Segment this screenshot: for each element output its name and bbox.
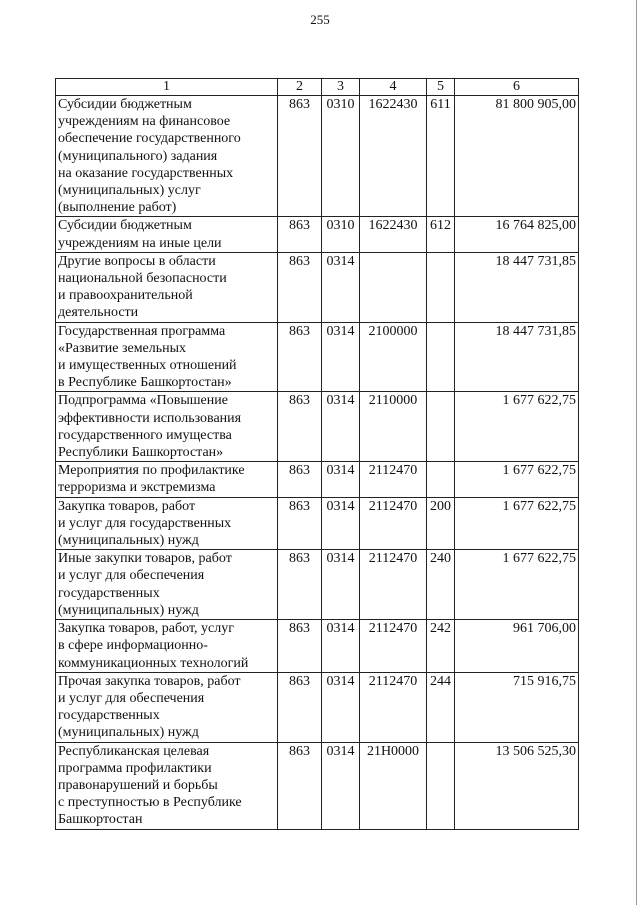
header-col-3: 3 xyxy=(322,79,360,96)
target-article-code: 1622430 xyxy=(360,217,427,252)
item-name-line: «Развитие земельных xyxy=(58,340,187,356)
item-name-line: Республиканская целевая xyxy=(58,743,210,759)
item-name-line: и услуг для обеспечения xyxy=(58,568,205,584)
target-article-code: 21Н0000 xyxy=(360,742,427,829)
expense-type-code: 200 xyxy=(427,497,455,550)
row-item-name xyxy=(56,392,278,462)
table-header-row xyxy=(56,79,579,96)
section-code: 0314 xyxy=(322,392,360,462)
section-code: 0314 xyxy=(322,252,360,322)
table-row xyxy=(56,742,579,829)
item-name-line: Иные закупки товаров, работ xyxy=(58,551,232,567)
ministry-code: 863 xyxy=(278,217,322,252)
page-number: 255 xyxy=(310,12,330,27)
table-row xyxy=(56,392,579,462)
table-row xyxy=(56,322,579,392)
expense-type-code: 244 xyxy=(427,672,455,742)
item-name-line: Государственная программа xyxy=(58,323,226,339)
row-item-name xyxy=(56,217,278,252)
ministry-code: 863 xyxy=(278,620,322,673)
header-col-1: 1 xyxy=(56,79,278,96)
expense-type-code: 242 xyxy=(427,620,455,673)
expense-type-code: 240 xyxy=(427,550,455,620)
expense-type-code xyxy=(427,252,455,322)
item-name-line: Подпрограмма «Повышение xyxy=(58,393,228,409)
item-name-line: государственных xyxy=(58,585,160,601)
target-article-code: 1622430 xyxy=(360,96,427,217)
item-name-line: коммуникационных технологий xyxy=(58,655,249,671)
item-name-line: и правоохранительной xyxy=(58,288,193,304)
ministry-code: 863 xyxy=(278,497,322,550)
table-row xyxy=(56,620,579,673)
item-name-line: Башкортостан xyxy=(58,812,143,828)
table-row xyxy=(56,497,579,550)
target-article-code: 2112470 xyxy=(360,497,427,550)
item-name-line: (муниципальных) нужд xyxy=(58,602,199,618)
item-name-line: деятельности xyxy=(58,305,139,321)
section-code: 0310 xyxy=(322,217,360,252)
ministry-code: 863 xyxy=(278,392,322,462)
table-row xyxy=(56,96,579,217)
item-name-line: государственных xyxy=(58,708,160,724)
ministry-code: 863 xyxy=(278,672,322,742)
table-row xyxy=(56,252,579,322)
budget-table xyxy=(55,78,579,830)
expense-type-code xyxy=(427,742,455,829)
table-body xyxy=(56,96,579,830)
target-article-code: 2100000 xyxy=(360,322,427,392)
item-name-line: с преступностью в Республике xyxy=(58,795,242,811)
item-name-line: национальной безопасности xyxy=(58,271,227,287)
item-name-line: в Республике Башкортостан» xyxy=(58,375,232,391)
item-name-line: Республики Башкортостан» xyxy=(58,445,224,461)
item-name-line: Мероприятия по профилактике xyxy=(58,463,245,479)
item-name-line: и имущественных отношений xyxy=(58,358,237,374)
item-name-line: Закупка товаров, работ, услуг xyxy=(58,621,234,637)
amount: 81 800 905,00 xyxy=(455,96,579,217)
section-code: 0314 xyxy=(322,322,360,392)
ministry-code: 863 xyxy=(278,252,322,322)
expense-type-code: 612 xyxy=(427,217,455,252)
item-name-line: Субсидии бюджетным xyxy=(58,97,192,112)
section-code: 0310 xyxy=(322,96,360,217)
item-name-line: и услуг для государственных xyxy=(58,515,232,531)
target-article-code: 2112470 xyxy=(360,672,427,742)
item-name-line: (муниципальных) нужд xyxy=(58,725,199,741)
item-name-line: (муниципальных) нужд xyxy=(58,533,199,549)
section-code: 0314 xyxy=(322,672,360,742)
amount: 18 447 731,85 xyxy=(455,322,579,392)
target-article-code: 2112470 xyxy=(360,462,427,497)
amount: 13 506 525,30 xyxy=(455,742,579,829)
ministry-code: 863 xyxy=(278,462,322,497)
row-item-name xyxy=(56,742,278,829)
item-name-line: учреждениям на финансовое xyxy=(58,114,231,130)
item-name-line: государственного имущества xyxy=(58,427,232,443)
header-col-4: 4 xyxy=(360,79,427,96)
target-article-code: 2110000 xyxy=(360,392,427,462)
table-row xyxy=(56,550,579,620)
row-item-name xyxy=(56,672,278,742)
target-article-code: 2112470 xyxy=(360,620,427,673)
expense-type-code xyxy=(427,392,455,462)
item-name-line: (выполнение работ) xyxy=(58,200,177,216)
amount: 1 677 622,75 xyxy=(455,550,579,620)
row-item-name xyxy=(56,550,278,620)
header-col-5: 5 xyxy=(427,79,455,96)
section-code: 0314 xyxy=(322,742,360,829)
section-code: 0314 xyxy=(322,620,360,673)
row-item-name xyxy=(56,462,278,497)
row-item-name xyxy=(56,252,278,322)
item-name-line: Субсидии бюджетным xyxy=(58,218,192,234)
scan-edge-line xyxy=(636,0,637,905)
item-name-line: Другие вопросы в области xyxy=(58,253,216,269)
ministry-code: 863 xyxy=(278,742,322,829)
expense-type-code xyxy=(427,322,455,392)
row-item-name xyxy=(56,497,278,550)
header-col-6: 6 xyxy=(455,79,579,96)
ministry-code: 863 xyxy=(278,322,322,392)
target-article-code xyxy=(360,252,427,322)
expense-type-code: 611 xyxy=(427,96,455,217)
amount: 715 916,75 xyxy=(455,672,579,742)
amount: 18 447 731,85 xyxy=(455,252,579,322)
item-name-line: терроризма и экстремизма xyxy=(58,480,216,496)
item-name-line: Прочая закупка товаров, работ xyxy=(58,673,241,689)
item-name-line: учреждениям на иные цели xyxy=(58,235,222,251)
amount: 1 677 622,75 xyxy=(455,392,579,462)
item-name-line: программа профилактики xyxy=(58,760,212,776)
item-name-line: (муниципального) задания xyxy=(58,148,218,164)
item-name-line: обеспечение государственного xyxy=(58,131,241,147)
section-code: 0314 xyxy=(322,497,360,550)
item-name-line: в сфере информационно- xyxy=(58,638,208,654)
item-name-line: и услуг для обеспечения xyxy=(58,690,205,706)
table-row xyxy=(56,672,579,742)
row-item-name xyxy=(56,620,278,673)
item-name-line: (муниципальных) услуг xyxy=(58,183,201,199)
ministry-code: 863 xyxy=(278,96,322,217)
row-item-name xyxy=(56,96,278,217)
row-item-name xyxy=(56,322,278,392)
amount: 16 764 825,00 xyxy=(455,217,579,252)
item-name-line: правонарушений и борьбы xyxy=(58,777,218,793)
item-name-line: эффективности использования xyxy=(58,410,242,426)
target-article-code: 2112470 xyxy=(360,550,427,620)
ministry-code: 863 xyxy=(278,550,322,620)
item-name-line: на оказание государственных xyxy=(58,165,234,181)
expense-type-code xyxy=(427,462,455,497)
section-code: 0314 xyxy=(322,462,360,497)
amount: 961 706,00 xyxy=(455,620,579,673)
section-code: 0314 xyxy=(322,550,360,620)
item-name-line: Закупка товаров, работ xyxy=(58,498,196,514)
table-row xyxy=(56,462,579,497)
amount: 1 677 622,75 xyxy=(455,497,579,550)
header-col-2: 2 xyxy=(278,79,322,96)
table-row xyxy=(56,217,579,252)
amount: 1 677 622,75 xyxy=(455,462,579,497)
